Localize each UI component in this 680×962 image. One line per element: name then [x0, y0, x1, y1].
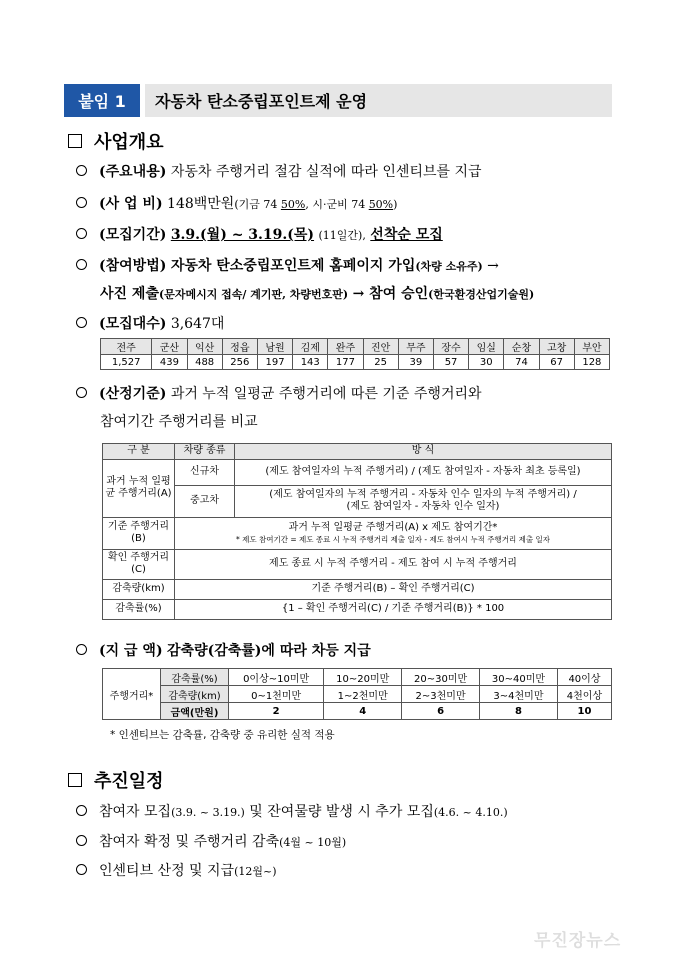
- incentive-footnote: * 인센티브는 감축률, 감축량 중 유리한 실적 적용: [110, 729, 335, 741]
- item-payment: (지 급 액) 감축량(감축률)에 따라 차등 지급: [76, 640, 371, 660]
- attachment-tag: 붙임 1: [64, 84, 140, 117]
- item-participation-continued: 사진 제출(문자메시지 접속/ 계기판, 차량번호판) → 참여 승인(한국환경산업기술원): [100, 286, 535, 302]
- item-budget: (사 업 비) 148백만원(기금 74 50%, 시·군비 74 50%): [76, 193, 397, 213]
- attachment-header: [64, 84, 612, 117]
- item-recruit: (모집대수) 3,647대: [76, 313, 224, 333]
- section-title: 추진일정: [94, 771, 164, 792]
- table-row: 감축량(km) 기준 주행거리(B) – 확인 주행거리(C): [103, 579, 612, 599]
- circle-bullet-icon: [76, 387, 87, 398]
- schedule-item: 인센티브 산정 및 지급(12월~): [76, 860, 277, 880]
- table-row: 주행거리* 감축률(%) 0이상~10미만 10~20미만 20~30미만 30~40미만 40이상: [103, 669, 612, 686]
- item-criteria-continued: 참여기간 주행거리를 비교: [100, 414, 258, 430]
- table-row: 기준 주행거리(B) 과거 누적 일평균 주행거리(A) x 제도 참여기간* * 제도 참여기간 = 제도 종료 시 누적 주행거리 제출 일자 - 제도 참여시 누적 주행거리 제출 일자: [103, 517, 612, 549]
- section-schedule: [68, 767, 164, 793]
- attachment-title: 자동차 탄소중립포인트제 운영: [145, 84, 612, 117]
- table-row: 전주 군산 익산 정읍 남원 김제 완주 진안 무주 장수 임실 순창 고창 부안: [101, 339, 610, 355]
- section-overview: [68, 128, 164, 154]
- section-title: 사업개요: [94, 132, 164, 153]
- table-row: 확인 주행거리(C) 제도 종료 시 누적 주행거리 - 제도 참여 시 누적 주행거리: [103, 549, 612, 579]
- square-bullet-icon: [68, 134, 82, 148]
- used-car-method: (제도 참여일자의 누적 주행거리 - 자동차 인수 일자의 누적 주행거리) / (제도 참여일자 - 자동차 인수 일자): [235, 485, 612, 517]
- region-quota-table: [100, 338, 610, 370]
- base-method: 과거 누적 일평균 주행거리(A) x 제도 참여기간* * 제도 참여기간 = 제도 종료 시 누적 주행거리 제출 일자 - 제도 참여시 누적 주행거리 제출 일자: [175, 517, 612, 549]
- table-row: 구 분 차량 종류 방 식: [103, 444, 612, 460]
- table-row: 감축률(%) {1 – 확인 주행거리(C) / 기준 주행거리(B)} * 100: [103, 599, 612, 619]
- item-content: (주요내용) 자동차 주행거리 절감 실적에 따라 인센티브를 지급: [76, 161, 482, 181]
- item-criteria: (산정기준) 과거 누적 일평균 주행거리에 따른 기준 주행거리와: [76, 383, 482, 403]
- watermark-logo: 무진장뉴스: [534, 931, 622, 951]
- circle-bullet-icon: [76, 805, 87, 816]
- table-row: 감축량(km) 0~1천미만 1~2천미만 2~3천미만 3~4천미만 4천이상: [103, 686, 612, 703]
- schedule-item: 참여자 확정 및 주행거리 감축(4월 ~ 10월): [76, 831, 346, 851]
- arrow-right-icon: →: [487, 258, 499, 274]
- circle-bullet-icon: [76, 259, 87, 270]
- circle-bullet-icon: [76, 835, 87, 846]
- circle-bullet-icon: [76, 197, 87, 208]
- table-row: 금액(만원) 2 4 6 8 10: [103, 703, 612, 720]
- square-bullet-icon: [68, 773, 82, 787]
- criteria-table: [102, 443, 612, 620]
- circle-bullet-icon: [76, 228, 87, 239]
- payment-table: [102, 668, 612, 720]
- table-row: 과거 누적 일평균 주행거리(A) 신규차 (제도 참여일자의 누적 주행거리) / (제도 참여일자 - 자동차 최초 등록일): [103, 459, 612, 485]
- schedule-item: 참여자 모집(3.9. ~ 3.19.) 및 잔여물량 발생 시 추가 모집(4.6. ~ 4.10.): [76, 801, 508, 821]
- circle-bullet-icon: [76, 165, 87, 176]
- item-participation: (참여방법) 자동차 탄소중립포인트제 홈페이지 가입(차량 소유주) →: [76, 255, 499, 275]
- circle-bullet-icon: [76, 317, 87, 328]
- circle-bullet-icon: [76, 644, 87, 655]
- table-row: 중고차 (제도 참여일자의 누적 주행거리 - 자동차 인수 일자의 누적 주행거리) / (제도 참여일자 - 자동차 인수 일자): [103, 485, 612, 517]
- circle-bullet-icon: [76, 864, 87, 875]
- item-period: (모집기간) 3.9.(월) ~ 3.19.(목) (11일간), 선착순 모집: [76, 224, 443, 244]
- table-row: 1,527 439 488 256 197 143 177 25 39 57 30 74 67 128: [101, 355, 610, 370]
